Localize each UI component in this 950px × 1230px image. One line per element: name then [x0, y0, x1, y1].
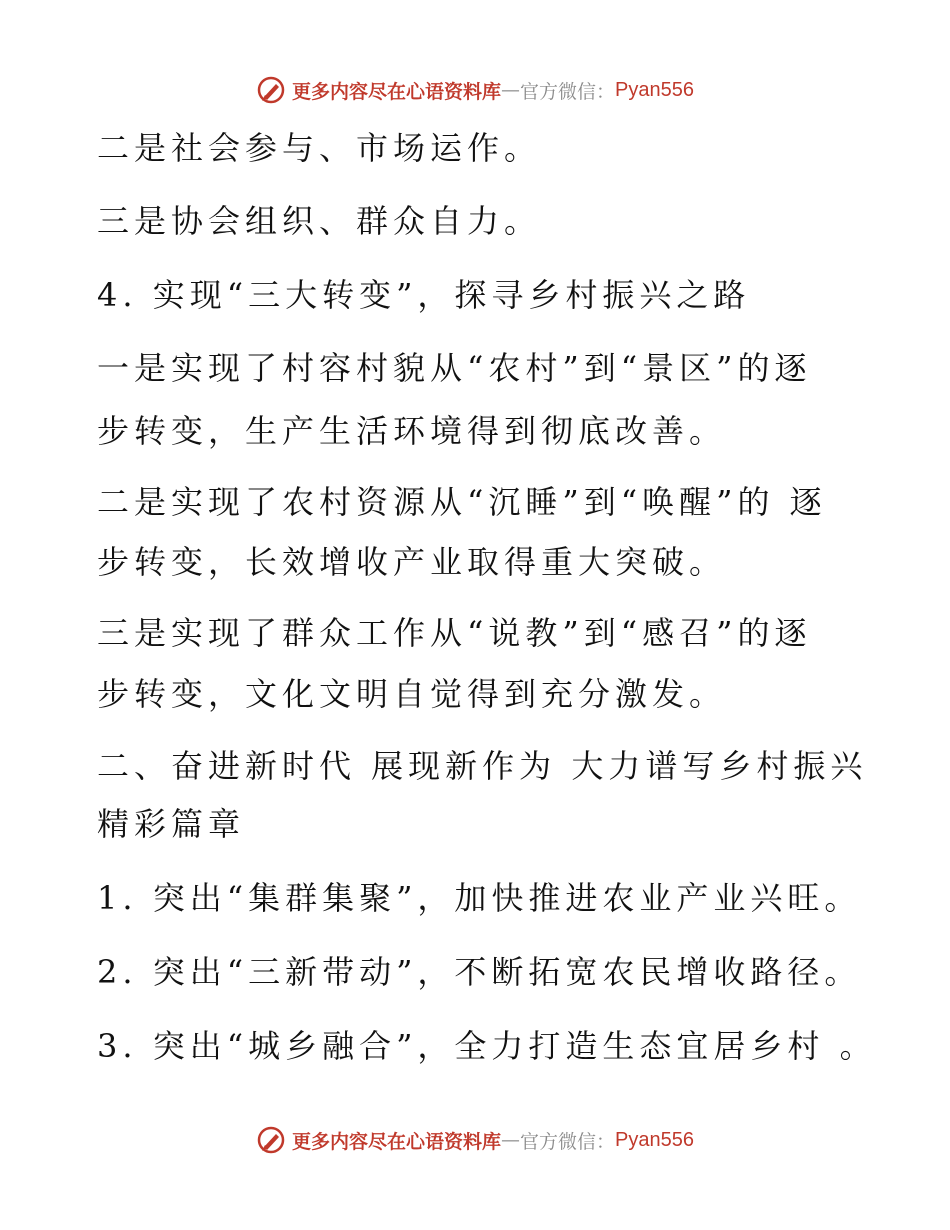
text-line: 三是协会组织、群众自力。	[97, 202, 542, 240]
list-item: 3. 突出“城乡融合”，全力打造生态宜居乡村 。	[97, 1027, 877, 1065]
banner-separator: —	[501, 1129, 521, 1151]
banner-separator: —	[501, 79, 521, 101]
text-line: 4. 实现“三大转变”，探寻乡村振兴之路	[97, 276, 751, 314]
text-line: 步转变，长效增收产业取得重大突破。	[97, 543, 727, 581]
banner-label: 官方微信：	[520, 1130, 616, 1153]
text-line: 步转变，文化文明自觉得到充分激发。	[97, 675, 727, 713]
pen-logo-icon	[256, 75, 286, 105]
text-line: 二是社会参与、市场运作。	[97, 129, 542, 167]
text-line: 一是实现了村容村貌从“农村”到“景区”的逐	[97, 349, 812, 387]
banner-title: 更多内容尽在心语资料库	[292, 1130, 502, 1153]
header-banner	[0, 70, 950, 110]
text-line: 二是实现了农村资源从“沉睡”到“唤醒”的 逐	[97, 483, 827, 521]
banner-account: Pyan556	[615, 1128, 694, 1151]
list-item: 2. 突出“三新带动”，不断拓宽农民增收路径。	[97, 953, 862, 991]
section-heading: 二、奋进新时代 展现新作为 大力谱写乡村振兴	[97, 747, 868, 785]
banner-label: 官方微信：	[520, 80, 616, 103]
banner-title: 更多内容尽在心语资料库	[292, 80, 502, 103]
banner-account: Pyan556	[615, 78, 694, 101]
text-line: 三是实现了群众工作从“说教”到“感召”的逐	[97, 614, 812, 652]
text-line: 步转变，生产生活环境得到彻底改善。	[97, 412, 727, 450]
footer-banner	[0, 1120, 950, 1160]
section-heading: 精彩篇章	[97, 805, 246, 843]
list-item: 1. 突出“集群集聚”，加快推进农业产业兴旺。	[97, 879, 862, 917]
pen-logo-icon	[256, 1125, 286, 1155]
